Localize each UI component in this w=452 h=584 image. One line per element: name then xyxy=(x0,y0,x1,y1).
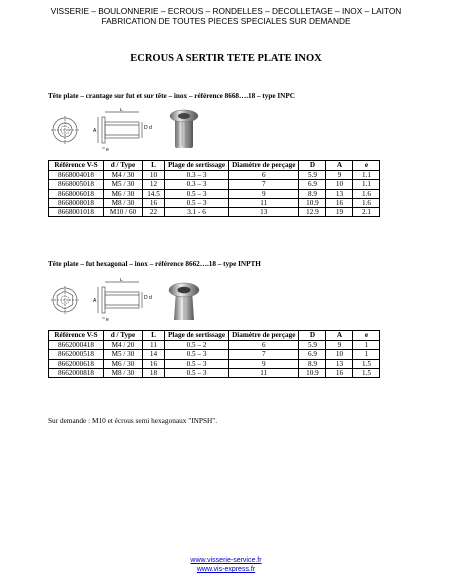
col-a: A xyxy=(326,331,353,341)
table-row xyxy=(49,359,380,368)
cell: 11 xyxy=(229,368,299,377)
cell: 16 xyxy=(143,198,165,207)
dim-label-d-outer: D xyxy=(144,295,148,301)
cell: 6 xyxy=(229,171,299,180)
cell: 1 xyxy=(353,341,380,350)
cell: 8.9 xyxy=(299,189,326,198)
table-row xyxy=(49,208,380,217)
col-plage: Plage de sertissage xyxy=(165,161,229,171)
page-title: ECROUS A SERTIR TETE PLATE INOX xyxy=(130,53,322,64)
header-line-2: FABRICATION DE TOUTES PIECES SPECIALES SUR DEMANDE xyxy=(101,16,351,26)
table-inpc xyxy=(48,160,380,217)
cell: M5 / 30 xyxy=(104,180,143,189)
cell: 8668006018 xyxy=(49,189,104,198)
cell: M10 / 60 xyxy=(104,208,143,217)
col-diametre: Diamètre de perçage xyxy=(229,331,299,341)
cell: 0.3 – 3 xyxy=(165,171,229,180)
cell: 2.1 xyxy=(353,208,380,217)
cell: 13 xyxy=(326,189,353,198)
col-plage: Plage de sertissage xyxy=(165,331,229,341)
cell: 6.9 xyxy=(299,350,326,359)
cell: M4 / 30 xyxy=(104,171,143,180)
col-e: e xyxy=(353,161,380,171)
col-diametre: Diamètre de perçage xyxy=(229,161,299,171)
col-d: D xyxy=(299,161,326,171)
cell: 16 xyxy=(143,359,165,368)
cell: 0.3 – 3 xyxy=(165,180,229,189)
cell: 11 xyxy=(143,341,165,350)
technical-drawing-inpth xyxy=(46,278,158,322)
cell: 0.5 – 2 xyxy=(165,341,229,350)
cell: 8668001018 xyxy=(49,208,104,217)
col-a: A xyxy=(326,161,353,171)
rivet-nut-photo-inpc xyxy=(166,106,202,152)
cell: 7 xyxy=(229,350,299,359)
cell: 11 xyxy=(229,198,299,207)
cell: 8662000618 xyxy=(49,359,104,368)
cell: 10 xyxy=(326,180,353,189)
cell: 5.9 xyxy=(299,341,326,350)
cell: 5.9 xyxy=(299,171,326,180)
cell: 1.1 xyxy=(353,180,380,189)
cell: 3.1 - 6 xyxy=(165,208,229,217)
col-reference: Référence V-S xyxy=(49,331,104,341)
cell: M5 / 30 xyxy=(104,350,143,359)
table-row xyxy=(49,180,380,189)
cell: 9 xyxy=(229,359,299,368)
dim-label-a: A xyxy=(93,128,97,134)
cell: 12.9 xyxy=(299,208,326,217)
col-l: L xyxy=(143,161,165,171)
cell: 14 xyxy=(143,350,165,359)
col-d-type: d / Type xyxy=(104,331,143,341)
col-reference: Référence V-S xyxy=(49,161,104,171)
col-d: D xyxy=(299,331,326,341)
table-row xyxy=(49,368,380,377)
cell: M8 / 30 xyxy=(104,198,143,207)
cell: 18 xyxy=(143,368,165,377)
cell: 14.5 xyxy=(143,189,165,198)
dim-label-e: e xyxy=(106,147,109,152)
rivet-nut-photo-inpth xyxy=(166,280,202,324)
table-row xyxy=(49,171,380,180)
cell: 19 xyxy=(326,208,353,217)
cell: 9 xyxy=(326,171,353,180)
dim-label-d-inner: d xyxy=(149,295,152,301)
cell: 1.5 xyxy=(353,359,380,368)
header-line-1: VISSERIE – BOULONNERIE – ECROUS – RONDELLES – DECOLLETAGE – INOX – LAITON xyxy=(50,6,402,16)
cell: M6 / 30 xyxy=(104,189,143,198)
table-row xyxy=(49,350,380,359)
cell: 1.6 xyxy=(353,198,380,207)
section-1-heading: Tête plate – crantage sur fut et sur tête – inox – référence 8668….18 – type INPC xyxy=(48,92,295,100)
cell: 8662000518 xyxy=(49,350,104,359)
cell: M6 / 30 xyxy=(104,359,143,368)
table-inpth-header xyxy=(49,331,380,341)
cell: 8662000818 xyxy=(49,368,104,377)
footer-link-visserie-service[interactable]: www.visserie-service.fr xyxy=(190,557,262,564)
cell: 9 xyxy=(229,189,299,198)
cell: 16 xyxy=(326,198,353,207)
dim-label-d-inner: d xyxy=(149,125,152,131)
cell: 0.5 – 3 xyxy=(165,350,229,359)
cell: 16 xyxy=(326,368,353,377)
cell: 1.5 xyxy=(353,368,380,377)
cell: 10 xyxy=(326,350,353,359)
cell: 9 xyxy=(326,341,353,350)
cell: 1 xyxy=(353,350,380,359)
cell: 8662000418 xyxy=(49,341,104,350)
cell: 22 xyxy=(143,208,165,217)
dim-label-d-outer: D xyxy=(144,125,148,131)
col-l: L xyxy=(143,331,165,341)
cell: 0.5 – 3 xyxy=(165,368,229,377)
table-inpth xyxy=(48,330,380,378)
cell: 13 xyxy=(326,359,353,368)
cell: 6 xyxy=(229,341,299,350)
note-text: Sur demande : M10 et écrous semi hexagonaux "INPSH". xyxy=(48,416,218,425)
cell: 0.5 – 3 xyxy=(165,189,229,198)
cell: 7 xyxy=(229,180,299,189)
cell: M8 / 30 xyxy=(104,368,143,377)
footer-link-vis-express[interactable]: www.vis-express.fr xyxy=(196,566,256,573)
cell: 8668004018 xyxy=(49,171,104,180)
cell: 13 xyxy=(229,208,299,217)
cell: 10 xyxy=(143,171,165,180)
cell: 10.9 xyxy=(299,368,326,377)
cell: 10.9 xyxy=(299,198,326,207)
dim-label-l: L xyxy=(120,278,123,283)
cell: 12 xyxy=(143,180,165,189)
cell: 0.5 – 3 xyxy=(165,198,229,207)
table-row xyxy=(49,198,380,207)
section-2-heading: Tête plate – fut hexagonal – inox – référence 8662….18 – type INPTH xyxy=(48,260,261,268)
technical-drawing-inpc xyxy=(46,108,158,152)
dim-label-e: e xyxy=(106,317,109,322)
cell: 0.5 – 3 xyxy=(165,359,229,368)
cell: M4 / 20 xyxy=(104,341,143,350)
cell: 8668005018 xyxy=(49,180,104,189)
dim-label-a: A xyxy=(93,298,97,304)
table-row xyxy=(49,341,380,350)
table-row xyxy=(49,189,380,198)
cell: 8668008018 xyxy=(49,198,104,207)
col-d-type: d / Type xyxy=(104,161,143,171)
col-e: e xyxy=(353,331,380,341)
cell: 6.9 xyxy=(299,180,326,189)
cell: 8.9 xyxy=(299,359,326,368)
cell: 1.1 xyxy=(353,171,380,180)
table-inpc-header xyxy=(49,161,380,171)
dim-label-l: L xyxy=(120,108,123,113)
cell: 1.6 xyxy=(353,189,380,198)
